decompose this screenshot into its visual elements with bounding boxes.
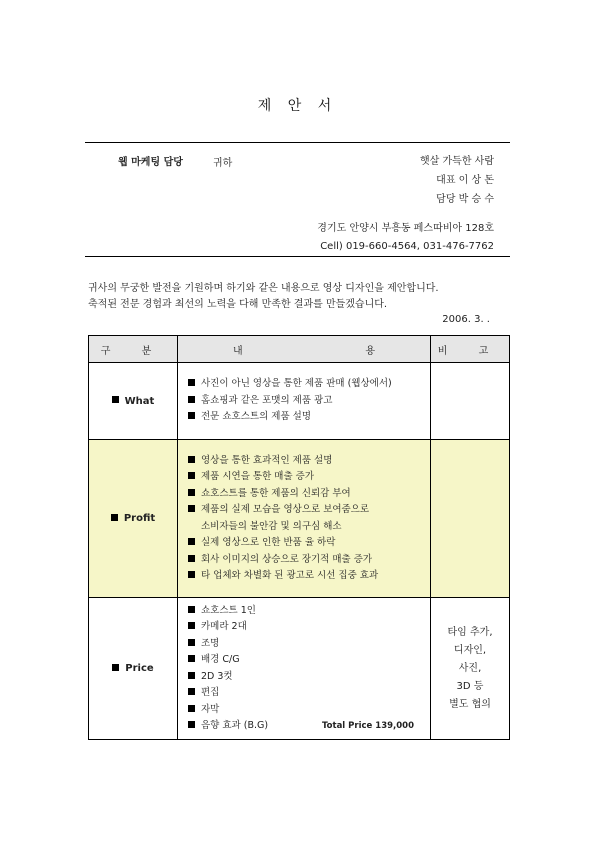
square-bullet-icon xyxy=(188,505,195,512)
list-item: 홈쇼핑과 같은 포맷의 제품 광고 xyxy=(188,393,430,410)
address: 경기도 안양시 부흥동 페스따비아 128호 xyxy=(317,223,494,234)
recipient: 웹 마케팅 담당 xyxy=(118,157,183,168)
list-item: 영상을 통한 효과적인 제품 설명 xyxy=(188,453,430,470)
square-bullet-icon xyxy=(188,639,195,646)
list-item: 회사 이미지의 상승으로 장기적 매출 증가 xyxy=(188,552,430,569)
square-bullet-icon xyxy=(188,672,195,679)
square-bullet-icon xyxy=(188,571,195,578)
remarks-price: 타임 추가, 디자인, 사진, 3D 등 별도 협의 xyxy=(431,598,510,740)
square-bullet-icon xyxy=(188,396,195,403)
phone: Cell) 019-660-4564, 031-476-7762 xyxy=(320,241,494,252)
address-block xyxy=(317,220,494,256)
list-item: 쇼호스트를 통한 제품의 신뢰감 부여 xyxy=(188,486,430,503)
list-item: 자막 xyxy=(188,702,430,719)
list-item: 음향 효과 (B.G) Total Price 139,000 xyxy=(188,718,430,735)
total-price: Total Price 139,000 xyxy=(322,721,414,731)
category-what: What xyxy=(89,363,178,440)
proposal-date: 2006. 3. . xyxy=(442,314,490,325)
square-bullet-icon xyxy=(188,489,195,496)
list-item: 실제 영상으로 인한 반품 율 하락 xyxy=(188,535,430,552)
list-item: 배경 C/G xyxy=(188,652,430,669)
list-item: 소비자들의 불안감 및 의구심 해소 xyxy=(201,520,342,532)
square-bullet-icon xyxy=(112,396,119,403)
square-bullet-icon xyxy=(188,538,195,545)
square-bullet-icon xyxy=(188,606,195,613)
list-item: 타 업체와 차별화 된 광고로 시선 집중 효과 xyxy=(188,568,430,585)
category-profit: Profit xyxy=(89,440,178,598)
table-header-row xyxy=(89,336,510,363)
sender-company: 햇살 가득한 사람 xyxy=(420,156,494,167)
list-item: 카메라 2대 xyxy=(188,619,430,636)
sender-manager: 담당 박 승 수 xyxy=(436,194,494,205)
honorific: 귀하 xyxy=(213,158,233,169)
content-price xyxy=(178,598,431,740)
top-divider xyxy=(85,142,510,143)
document-title: 제 안 서 xyxy=(257,98,338,114)
square-bullet-icon xyxy=(188,456,195,463)
list-item: 편집 xyxy=(188,685,430,702)
list-item: 제품의 실제 모습을 영상으로 보여줌으로 xyxy=(188,502,430,519)
remarks-profit xyxy=(431,440,510,598)
list-item: 조명 xyxy=(188,636,430,653)
list-item: 사진이 아닌 영상을 통한 제품 판매 (웹상에서) xyxy=(188,376,430,393)
table-row-what xyxy=(89,363,510,440)
table-row-profit xyxy=(89,440,510,598)
intro-line-2: 축적된 전문 경험과 최선의 노력을 다해 만족한 결과를 만들겠습니다. xyxy=(88,299,388,310)
square-bullet-icon xyxy=(188,622,195,629)
table-row-price xyxy=(89,598,510,740)
list-item: 쇼호스트 1인 xyxy=(188,603,430,620)
list-item: 제품 시연을 통한 매출 증가 xyxy=(188,469,430,486)
intro-text xyxy=(88,281,439,313)
square-bullet-icon xyxy=(188,412,195,419)
list-item: 2D 3컷 xyxy=(188,669,430,686)
header-category: 구 분 xyxy=(89,336,178,363)
square-bullet-icon xyxy=(112,664,119,671)
header-content: 내 용 xyxy=(178,336,431,363)
sender-ceo: 대표 이 상 돈 xyxy=(436,175,494,186)
category-price: Price xyxy=(89,598,178,740)
content-what xyxy=(178,363,431,440)
square-bullet-icon xyxy=(188,472,195,479)
intro-line-1: 귀사의 무궁한 발전을 기원하며 하기와 같은 내용으로 영상 디자인을 제안합니다. xyxy=(88,283,439,294)
middle-divider xyxy=(85,256,510,257)
proposal-table xyxy=(88,335,510,740)
sender-block xyxy=(420,152,494,209)
header-remarks: 비 고 xyxy=(431,336,510,363)
square-bullet-icon xyxy=(188,379,195,386)
content-profit xyxy=(178,440,431,598)
square-bullet-icon xyxy=(188,655,195,662)
remarks-what xyxy=(431,363,510,440)
list-item: 전문 쇼호스트의 제품 설명 xyxy=(188,409,430,426)
square-bullet-icon xyxy=(188,555,195,562)
square-bullet-icon xyxy=(188,721,195,728)
square-bullet-icon xyxy=(188,688,195,695)
square-bullet-icon xyxy=(111,514,118,521)
square-bullet-icon xyxy=(188,705,195,712)
